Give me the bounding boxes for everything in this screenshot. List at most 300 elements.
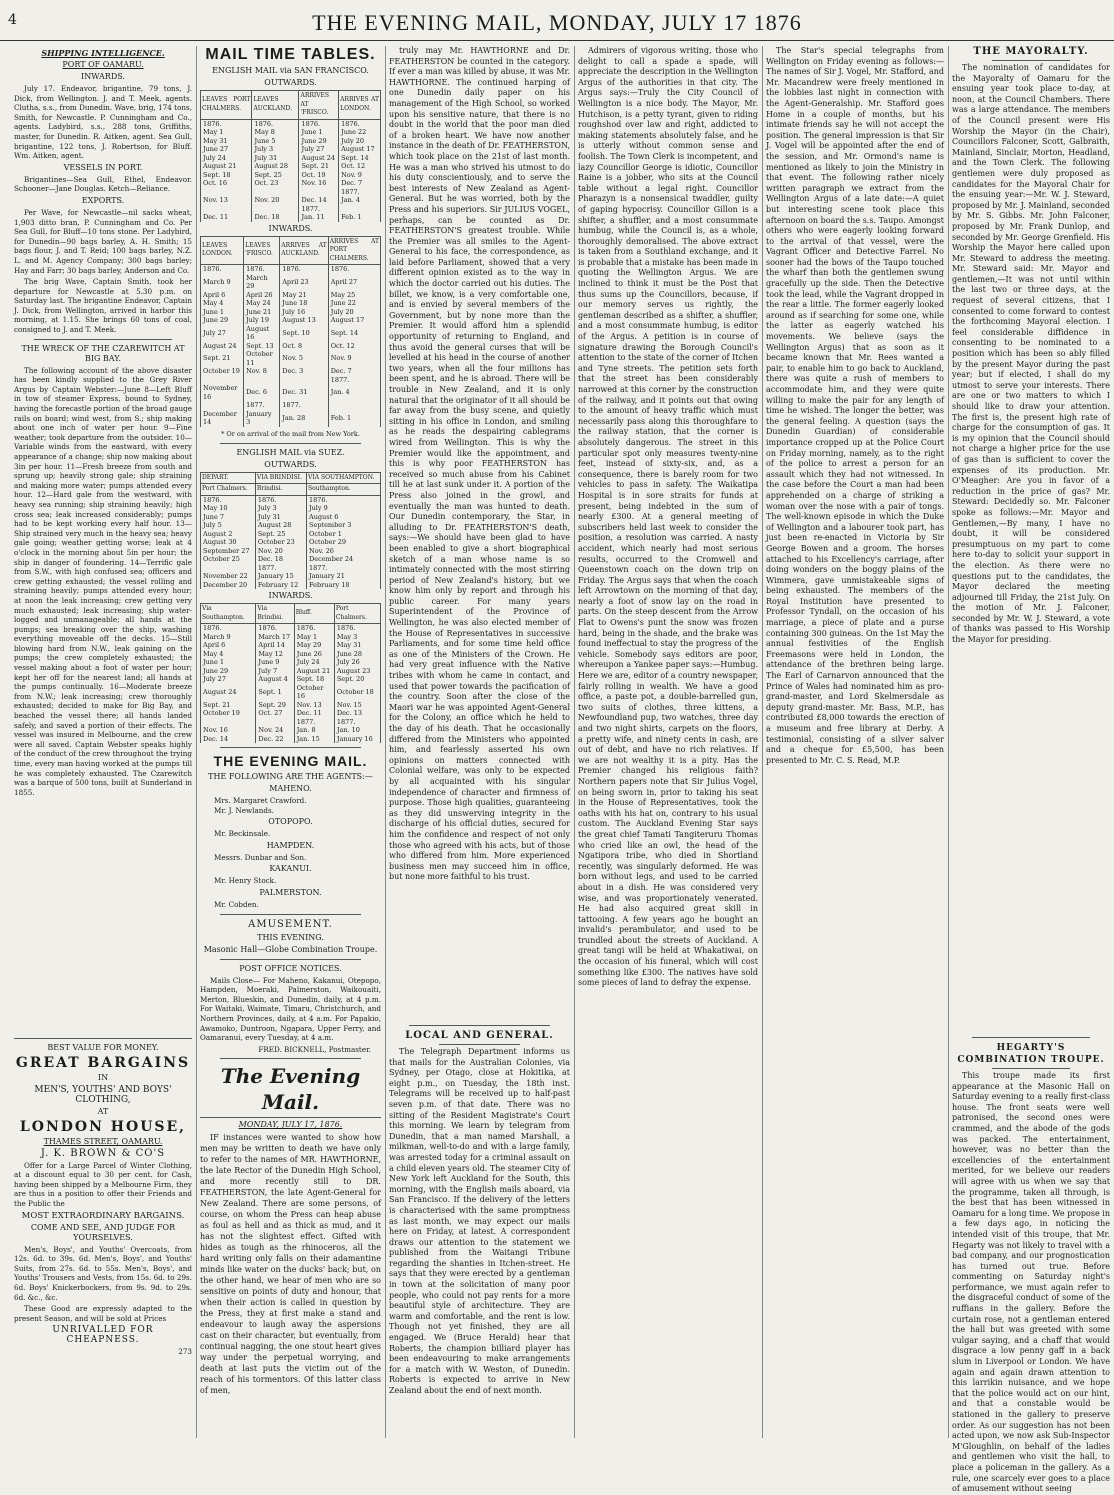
table-subheader: Bluff. [294,604,334,624]
table-row [201,530,381,539]
inwards-heading: INWARDS. [268,223,313,233]
table-cell: October 18 [334,684,380,701]
table-cell: 1876. [294,624,334,633]
table-cell: July 9 [307,504,381,513]
table-header: LEAVES LONDON. [201,236,244,265]
table-subheader: Brindisi. [255,484,306,496]
ad-clothing: MEN'S, YOUTHS' AND BOYS' CLOTHING, [34,1084,172,1105]
evening-mail-heading: THE EVENING MAIL. [213,753,368,769]
table-cell: May 1 [294,633,334,642]
table-cell: Oct. 12 [339,162,381,171]
editorial-text: IF instances were wanted to show how men may be written to death we have only to refer to the names of MR. HAWTHORNE, the late Rector of the Dunedin High School, and more recently still to DR. FEATHERSTON, the late Agent-General for New Zealand. There are some persons, of course, on whom the Press can heap abuse as foul as hell and as thick as mud, and it has not the slightest effect. Gifted with hides as tough as the rhinoceros, all the hard writing only falls on their adamantine minds like water on the ducks' back; but, on the other hand, we hear of men who are so sensitive on points of duty and honour, that when their action is called in question by the Press, they at first make a stand and endeavour to laugh away the aspersions cast on their character, but eventually, from continual nagging, the one stout heart gives way under the perpetual worrying, and death at last puts the victim out of the reach of his tormentors. Of this latter class of men, [200,1133,381,1396]
table-cell: Dec. 3 [280,367,328,376]
sf-inwards-table [200,236,381,427]
table-row [201,581,381,590]
table-cell: April 26 [244,291,280,300]
divider [992,1068,1070,1069]
column-3 [389,46,570,1438]
table-cell: 1877. [307,564,381,573]
table-cell: August 17 [328,316,380,325]
table-cell: Sept. 21 [201,701,256,710]
table-row [201,633,381,642]
table-cell: April 6 [201,641,256,650]
table-cell: Oct. 19 [299,171,339,180]
table-cell: July 19 [244,316,280,325]
table-row [201,718,381,727]
wreck-text: The following account of the above disaster has been kindly supplied to the Grey River Argus by Captain Webster:—June 8—Left Bluff in tow of steamer Express, bound to Sydney, having the forecastle portion of the broad gauge rails on board; wind west, from S.; ship making about one inch of water per hour. 9—Fine weather; took departure from the outsider. 10—Variable winds from the eastward, with every appearance of a change; ship now making about 3in per hour. 11—Fresh breeze from south and sprung up; heavily strong gale; ship straining and making more water; pumps attended every hour. 12—Hard gale from the westward, with heavy sea running; ship straining heavily; high cross sea; leak increased considerably; pumps had to be kept working every half hour. 13—Ship strained very much in the heavy sea; heavy gale going; weather getting worse; leak at 4 o'clock in the morning about 5in per hour; the ship in danger of foundering. 14—Terrific gale from S.W., with high confused sea; officers and crew getting exhausted; the vessel rolling and straining heavily; pumps attended every hour; at noon the leak increasing; crew getting very much exhausted; leak increasing; ship water-logged and unmanageable; all hands at the pumps; sea breaking over the ship, washing everything moveable off the decks. 15—Still blowing hard from N.W., leak gaining on the pumps; the crew completely exhausted; the vessel making about a foot of water per hour; kept her off for the nearest land; all hands at the pumps continually. 16—Moderate breeze from N.W.; leak increasing; crew thoroughly exhausted; decided to make for Big Bay, and beached the vessel there; all hands landed safely, and saved a portion of their effects. The vessel was insured in Melbourne, and the crew were all saved. Captain Webster speaks highly of the conduct of the crew throughout the trying time, every man having worked at the pumps till he was completely exhausted. The Czarewitch was a barque of 500 tons, built at Sunderland in 1855. [14,365,192,797]
table-cell: June 1 [201,658,256,667]
table-cell [252,188,299,197]
column-divider [948,46,949,1438]
column-divider [574,46,575,1438]
table-header: LEAVES 'FRISCO. [244,236,280,265]
table-cell: May 25 [328,291,380,300]
table-header: LEAVES PORT CHALMERS. [201,91,252,120]
table-cell: 1876. [299,119,339,128]
table-cell: Dec. 7 [339,179,381,188]
ad-great-bargains: GREAT BARGAINS [15,1054,191,1071]
table-cell: November 16 [201,384,244,401]
column-divider [196,46,197,1438]
table-cell: June 29 [299,137,339,146]
table-row [201,196,381,205]
table-cell: Sept. 21 [299,162,339,171]
table-cell: January 16 [334,735,380,744]
table-cell: May 31 [201,137,252,146]
table-cell: July 16 [280,308,328,317]
table-row [201,701,381,710]
table-cell: Nov. 9 [328,350,380,367]
table-cell: Jan. 11 [299,213,339,222]
masthead [0,6,1114,40]
table-cell [201,376,244,385]
table-cell: May 12 [256,650,294,659]
sf-outwards-table [200,90,381,222]
table-cell: July 7 [256,667,294,676]
masonic-hall: Masonic Hall—Globe Combination Troupe. [203,944,378,954]
mayoralty-text: The nomination of candidates for the Mayoralty of Oamaru for the ensuing year took place to-day, at noon, at the Council Chambers. There was a large attendance. The members of the Council present were His Worship the Mayor (in the Chair), Councillors Falconer, Scott, Galbraith, Mainland, Sinclair, Morton, Headland, and the Town Clerk. The following gentlemen were duly proposed as candidates for the Mayoral Chair for the ensuing year:—Mr. W. J. Steward, proposed by Mr. J. Mainland, seconded by Mr. S. Gibbs. Mr. John Falconer, proposed by Mr. Frank Dunlop, and seconded by Mr. George Grenfield. His Worship the Mayor here called upon Mr. Steward to address the meeting. Mr. Steward said: Mr. Mayor and gentlemen,—It was not until within the last two or three days, at the request of several citizens, that I consented to come forward to contest the forthcoming Mayoral election. I feel considerable diffidence in consenting to be nominated to a position which has been so ably filled by the present Mayor during the past year; but if elected, I shall do my utmost to serve your interests. There are one or two matters to which I should like to draw your attention. The first is, the present high rate of charge for the consumption of gas. It is my opinion that the Council should not charge a higher price for the use of gas than is sufficient to cover the expenses of its production. Mr. O'Meagher: Are you in favor of a reduction in the price of gas? Mr. Steward: Decidedly so. Mr. Falconer spoke as follows:—Mr. Mayor and Gentlemen,—By many, I have no doubt, it will be considered presumptuous on my part to come here to-day to solicit your support in the election. As there were no questions put to the candidates, the Mayor declared the meeting adjourned till Friday, the 21st July. On the motion of Mr. J. Falconer, seconded by Mr. W. J. Steward, a vote of thanks was passed to His Worship the Mayor for presiding. [952,63,1110,645]
ad-in: IN [97,1072,109,1082]
table-cell: May 4 [201,299,244,308]
table-cell: June 1 [201,308,244,317]
table-cell: October 23 [255,538,306,547]
table-row [201,154,381,163]
table-header: ARRIVES AT 'FRISCO. [299,91,339,120]
shipping-notes: The brig Wave, Captain Smith, took her departure for Newcastle at 5.30 p.m. on Saturday last. The brigantine Endeavor, Captain J. Dick, from Wellington, arrived in harbor this morning, at 1.15. She brings 60 tons of coal, consigned to J. and T. Meek. [14,277,192,335]
table-cell: June 26 [294,650,334,659]
table-cell: Dec. 14 [299,196,339,205]
table-cell: Nov. 13 [294,701,334,710]
table-row [201,325,381,342]
table-cell: Nov. 15 [334,701,380,710]
table-cell: 1876. [307,495,381,504]
table-row [201,384,381,401]
table-row [201,658,381,667]
table-row [201,274,381,291]
table-row [201,667,381,676]
local-general-text: The Telegraph Department informs us that mails for the Australian Colonies, via Sydney, per Otago, close at Hokitika, at eight p.m., on Tuesday, the 18th inst. Telegrams will be received up to half-past seven p.m. of that date. There was no sitting of the Resident Magistrate's Court this morning. We learn by telegram from Dunedin, that a man named Marshall, a milkman, well-to-do and with a large family, was arrested today for a criminal assault on a child eleven years old. The steamer City of New York left Auckland for the South, this morning, with the English mails aboard, via San Francisco. If the delivery of the letters is characterised with the same promptness as last month, we may expect our mails here on Friday, at latest. A correspondent draws our attention to the statement we published from the Waitangi Tribune regarding the shanties in Itchen-street. He says that they were erected by a gentleman in town at the solicitation of many poor people, who could not pay rents for a more beautiful style of architecture. They are warm and comfortable, and the rent is low. Though not yet finished, they are all engaged. We (Bruce Herald) hear that Roberts, the champion billiard player has been endeavouring to make arrangements for a match with W. Weston, of Dunedin. Roberts is expected to arrive in New Zealand about the end of next month. [389,1047,570,1395]
sf-heading: ENGLISH MAIL via SAN FRANCISCO. [212,66,369,75]
port-heading: PORT OF OAMARU. [62,60,144,69]
table-cell: December 24 [307,555,381,564]
table-cell: Nov. 5 [280,350,328,367]
ad-come: COME AND SEE, AND JUDGE FOR YOURSELVES. [30,1222,176,1242]
table-cell: January 21 [307,572,381,581]
ad-text: Offer for a Large Parcel of Winter Clothing, at a discount equal to 30 per cent. for Cash, having been shipped by a Melbourne Firm, they are thus in a position to offer their Friends and the Public the [14,1160,192,1209]
agent-name: Mr. Beckinsale. [214,829,271,839]
table-row [201,128,381,137]
post-office-heading: POST OFFICE NOTICES. [239,963,342,973]
table-cell: August 21 [201,162,252,171]
table-cell: June 22 [339,128,381,137]
table-row [201,367,381,376]
agent-name: Mrs. Margaret Crawford. [214,796,307,805]
table-cell: July 20 [339,137,381,146]
divider [220,443,361,444]
table-cell: Nov. 16 [201,726,256,735]
table-cell: June 9 [256,658,294,667]
agent-town: HAMPDEN. [266,840,315,850]
table-row [201,171,381,180]
table-cell: 1877. [334,718,380,727]
page-number: 4 [8,12,17,28]
ad-brown: J. K. BROWN & CO'S [40,1147,166,1159]
suez-inwards-table [200,603,381,743]
table-cell: August 24 [201,684,256,701]
table-cell: October 1 [307,530,381,539]
table-cell: April 27 [328,274,380,291]
table-row [201,119,381,128]
table-cell: September 27 [201,547,256,556]
mail-time-tables-heading: MAIL TIME TABLES. [205,46,376,63]
table-cell: June 28 [334,650,380,659]
ad-most: MOST EXTRAORDINARY BARGAINS. [21,1210,185,1221]
table-cell: Nov. 26 [307,547,381,556]
column-divider [385,46,386,1438]
table-header: ARRIVES AT LONDON. [339,91,381,120]
table-cell: Sept. 25 [252,171,299,180]
table-cell: July 26 [334,658,380,667]
table-cell: Oct. 23 [252,179,299,188]
agent-name: Mr. J. Newlands. [214,805,274,815]
table-cell: April 14 [256,641,294,650]
table-cell: Sept. 29 [256,701,294,710]
table-row [201,299,381,308]
suez-outwards-heading: OUTWARDS. [264,459,317,469]
editorial-continued: truly may Mr. HAWTHORNE and Dr. FEATHERSTON be counted in the category. If ever a man was killed by abuse, it was Mr. HAWTHORNE. The continued harping of one Dunedin daily paper on his management of the High School, so worked upon his sensitive nature, that there is no doubt in the world that the poor man died of a broken heart. We have now another instance in the death of Dr. FEATHERSTON, which took place on the 21st of last month. He was a man who strived his utmost to do his duty conscientiously, and to serve the best interests of New Zealand as Agent-General. But he was worried, both by the Press and his superiors. Sir JULIUS VOGEL, perhaps, can be counted as Dr. FEATHERSTON'S greatest trouble. While the Premier was all smiles to the Agent-General to his face, the correspondence, as laid before Parliament, showed that a very different opinion existed as to the way in which the doctor carried out his duties. The billet, we know, is a very comfortable one, and is envied by several members of the Government, but by none more than the Premier. It would afford him a splendid opportunity of returning to England, and thus avoid the general curses that will be levelled at his head in the course of another two years, when all the four millions has been spent, and he is abroad. There will be trouble in New Zealand, and it is only natural that the originator of it all should be far away from the busy scene, and quietly sitting in his office in London, and smiling as he reads the despairing cablegrams wired from Wellington. This is why the Premier would like the appointment, and this is why poor FEATHERSTON has received so much abuse from his Cabinet till he at last sunk under it. A portion of the Press also joined in the growl, and eventually the man was hunted to death. Our Dunedin contemporary, the Star, in alluding to Dr. FEATHERSTON'S death, says:—We should have been glad to have been enabled to give a short biographical sketch of a man whose name is so intimately connected with the most stirring period of New Zealand's history, but we know him only by report and through his public career. For many years Superintendent of the Province of Wellington, he was also elected member of the House of Representatives in successive Parliaments, and for some time held office as one of the Ministers of the Crown. He had very great influence with the Native tribes with whom he came in contact, and used that power towards the pacification of the country. Soon after the close of the Maori war he was appointed Agent-General for the Colony, an office which he held to the day of his death. That he occasionally differed from the Ministers who appointed him, and fearlessly asserted his own opinions on matters connected with Colonial welfare, was only to be expected by all acquainted with his singular independence of character and firmness of purpose. Those high qualities, guaranteeing as they did unswerving integrity in the discharge of his official duties, secured for him the confidence and respect of not only those who agreed with his acts, but of those who differed from him. More experienced business men may succeed him in office, but none more faithful to his trust. [389,46,570,882]
table-cell: July 24 [201,154,252,163]
table-row [201,162,381,171]
table-row [201,624,381,633]
table-row [201,342,381,351]
table-cell: 1877. [244,401,280,410]
vessels-heading: VESSELS IN PORT. [63,162,143,172]
table-row [201,145,381,154]
table-cell [328,401,380,410]
postmaster: FRED. BICKNELL, Postmaster. [258,1044,371,1054]
table-cell: December 14 [201,410,244,427]
table-cell: June 22 [328,299,380,308]
table-cell: December 20 [201,581,256,590]
table-cell: October 19 [201,709,256,718]
exports-heading: EXPORTS. [81,195,125,205]
table-cell: Jan. 8 [294,726,334,735]
ad-code: 273 [178,1347,192,1357]
table-cell: August 13 [280,316,328,325]
table-header: VIA SOUTHAMPTON. [307,472,381,484]
agent-name: Messrs. Dunbar and Son. [214,852,307,862]
table-cell [244,376,280,385]
agent-town: OTOPOPO. [268,817,313,827]
table-header: ARRIVES AT AUCKLAND. [280,236,328,265]
table-cell: October 19 [201,367,244,376]
table-cell: May 31 [334,641,380,650]
table-cell: Nov. 20 [255,547,306,556]
table-row [201,572,381,581]
table-row [201,137,381,146]
table-cell: Dec. 31 [280,384,328,401]
table-cell [201,188,252,197]
divider [439,1044,520,1045]
ad-at: AT [97,1106,109,1116]
table-cell: July 20 [328,308,380,317]
divider [992,60,1070,61]
table-cell: October 25 [201,555,256,564]
table-row [201,726,381,735]
ad-list: Men's, Boys', and Youths' Overcoats, from 12s. 6d. to 39s. 6d. Men's, Boys', and Youths' Suits, from 27s. 6d. to 55s. Men's, Boys', and Youths' Trousers and Vests, from 15s. 6d. to 29s. 6d. Boys' Knickerbockers, from 9s. 9d. to 29s. 6d. &c., &c. [14,1244,192,1302]
shipping-heading: SHIPPING INTELLIGENCE. [41,48,165,58]
exports-text: Per Wave, for Newcastle—nil sacks wheat, 1,903 ditto bran, P. Cunningham and Co. Per Sea Gull, for Bluff—10 tons stone. Per Ladybird, for Dunedin—90 bags barley, A. H. Smith; 15 bags flour, J. and T. Reid; 100 bags barley, N.Z. L. and M. Agency Company; 300 bags barley; Hay and Farr; 30 bags barley, Anderson and Co. [14,207,192,275]
table-cell: July 3 [252,145,299,154]
table-cell: June 7 [201,513,256,522]
table-row [201,376,381,385]
wreck-heading: THE WRECK OF THE CZAREWITCH AT BIG BAY. [21,343,185,363]
hegarty-text: This troupe made its first appearance at the Masonic Hall on Saturday evening to a really first-class house. The front seats were well patronised, the second ones were crammed, and the abode of the gods was packed. The entertainment, however, was no better than the excellencies of the entertainment merited, for we believe our readers will agree with us when we say that the programme, taken all through, is the best that has been witnessed in Oamaru for a long time. We propose in a few days ago, in noticing the intended visit of this troupe, that Mr. Hegarty was not likely to travel with a bad company, and our prognostication has turned out true. Before commenting on Saturday night's performance, we must again refer to the disgraceful conduct of some of the ruffians in the gallery. Before the curtain rose, not a gentleman entered the hall but was greeted with some vulgar saying, and a chaff that would disgrace a low penny gaff in a back slum in Liverpool or London. We have again and again drawn attention to this larrikin nuisance, and we hope that the police would act on our hint, and that a constable would be stationed in the gallery to preserve order. As our suggestion has not been acted upon, we now ask Sub-Inspector M'Gloughlin, on behalf of the ladies and gentlemen who visit the hall, to place a policeman in the gallery. As a rule, one scarcely ever goes to a place of amusement without seeing [952,1071,1110,1494]
divider [220,747,361,748]
suez-heading: ENGLISH MAIL via SUEZ. [236,447,345,457]
table-cell: August 28 [255,521,306,530]
agent-name: Mr. Henry Stock. [214,876,277,886]
local-notes-text: Admirers of vigorous writing, those who delight to call a spade a spade, will appreciate the description in the Wellington Argus of the authorities in that city. The Argus says:—Truly the City Council of Wellington is a nice body. The Mayor, Mr. Hutchison, is a petty tyrant, given to riding roughshod over law and right, addicted to making statements absolutely false, and he is utterly without common sense and foolish. The Town Clerk is incompetent, and lazy Councillor George is idiotic, Councillor Raine is a jobber, who sits at the Council table without a legal right. Councillor Pharazyn is a nonsensical twaddler, guilty of gaping hypocrisy. Councillor Gillon is a shifter, a shuffler, and a most consummate humbug, while the Council is, as a whole, thoroughly demoralised. The above extract is taken from a Southland exchange, and it is probable that a mistake has been made in quoting the Wellington Argus. We are inclined to think it must be the Post that thus sums up the Councillors, because, if our memory serves us rightly, the gentleman described as a shifter, a shuffler, and a most consummate humbug, is editor of the Argus. A petition is in course of signature drawing the Borough Council's attention to the state of the corner of Itchen and Tyne streets. The petition sets forth that the street has been considerably narrowed at this corner by the construction of the railway, and it points out that owing to the amount of heavy traffic which must necessarily pass along this thoroughfare to the railway station, that the corner is absolutely dangerous. The street in this particular spot only measures twenty-nine feet, instead of sixty-six, and, as a consequence, there is barely room for two vehicles to pass in safety. The Waikatipa Hospital is in sore straits for funds at present, being indebted in the sum of nearly £300. At a general meeting of subscribers held last week to consider the position, a resolution was carried. A nasty accident, which nearly had most serious results, occurred to the Cromwell and Queenstown coach on the down trip on Friday. The Argus says that when the coach left Arrowtown on the morning of that day, nearly a foot of snow lay on the road in parts. On the steep descent from the Arrow Flat to Owens's punt the snow was frozen hard, being in the shade, and the brake was found ineffectual to stay the progress of the vehicle. Somebody says editors are poor, whereupon a Yankee paper says:—Humbug. Here we are, editor of a country newspaper, fairly rolling in wealth. We have a good office, a paste pot, a double-barrelled gun, two suits of clothes, three kittens, a Newfoundland pup, two watches, three day and two night shirts, carpets on the floors, a pretty wife, and ninety cents in cash, are out of debt, and have no rich relatives. If we are not wealthy it is a pity. Has the Premier changed his religious faith? Northern papers note that Sir Julius Vogel, on being sworn in, prior to taking his seat in the House of Representatives, took the oaths with his hat on, contrary to his usual custom. The Auckland Evening Star says the great chief Tamati Tangiteruru Thomas who cried like an owl, the head of the Ngatipora tribe, who died in Shortland recently, was singularly deformed. He was born without legs, and used to be carried about in a dish. He was considered very wise, and was proportionately venerated. He had also acquired great skill in tattooing. A few years ago he bought an invalid's perambulator, and used to be trundled about the streets of Auckland. A great tangi will be held at Whakatiwai, on the occasion of his funeral, which will cost something like £300. The natives have sold some pieces of land to defray the expense. [578,46,758,988]
table-cell: 1876. [252,119,299,128]
table-cell: July 24 [294,658,334,667]
table-cell: January 15 [255,572,306,581]
table-row [201,547,381,556]
table-cell: May 21 [280,291,328,300]
table-cell: Oct. 12 [328,342,380,351]
gothic-title: The Evening Mail. [220,1064,361,1115]
table-cell: 1876. [201,624,256,633]
column-1 [14,46,192,1438]
ad-thames-street: THAMES STREET, OAMARU. [43,1136,163,1146]
table-cell: June 27 [201,145,252,154]
table-cell: Oct. 16 [201,179,252,188]
table-cell: Sept. 25 [255,530,306,539]
table-cell [201,718,256,727]
table-cell: Dec. 14 [201,735,256,744]
table-cell: May 3 [334,633,380,642]
table-cell: August 30 [201,538,256,547]
table-cell: July 31 [255,513,306,522]
table-cell: Sept. 1 [256,684,294,701]
table-cell: Feb. 1 [339,213,381,222]
table-row [201,213,381,222]
table-cell: March 17 [256,633,294,642]
table-cell: Nov. 9 [339,171,381,180]
table-cell: Sept. 21 [201,350,244,367]
agents-heading: THE FOLLOWING ARE THE AGENTS:— [208,772,373,781]
table-row [201,641,381,650]
ad-london-house: LONDON HOUSE, [19,1118,187,1135]
table-cell: June 29 [201,667,256,676]
agents-list [200,784,381,910]
table-cell: April 23 [280,274,328,291]
table-cell: Sept. 13 [244,342,280,351]
table-cell: Jan. 28 [280,410,328,427]
table-row [201,401,381,410]
table-cell: June 21 [244,308,280,317]
table-cell: June 29 [201,316,244,325]
table-row [201,308,381,317]
agent-name: Mr. Cobden. [214,899,259,909]
suez-outwards-table [200,472,381,590]
table-cell: May 8 [252,128,299,137]
table-cell: Jan. 15 [294,735,334,744]
ad-unrivalled: UNRIVALLED FOR CHEAPNESS. [52,1325,154,1346]
table-cell: June 1 [299,128,339,137]
table-cell: 1877. [299,205,339,214]
inwards-heading: INWARDS. [81,72,125,81]
table-row [201,735,381,744]
table-cell: October 16 [294,684,334,701]
table-cell: July 27 [201,675,256,684]
table-cell: May 1 [201,128,252,137]
table-cell: 1877. [339,188,381,197]
divider [220,1058,361,1059]
table-cell: July 31 [252,154,299,163]
table-row [201,564,381,573]
hegarty-heading: HEGARTY'S COMBINATION TROUPE. [957,1043,1105,1065]
table-cell: Sept. 20 [334,675,380,684]
table-cell: Nov. 20 [252,196,299,205]
table-cell: August 16 [244,325,280,342]
this-evening: THIS EVENING. [257,932,324,942]
best-value: BEST VALUE FOR MONEY. [47,1042,159,1052]
table-cell: March 29 [244,274,280,291]
table-cell: 1876. [280,265,328,274]
table-cell: Dec. 6 [244,384,280,401]
table-cell: February 18 [307,581,381,590]
table-row [201,291,381,300]
table-cell: June 5 [252,137,299,146]
table-cell: Nov. 13 [201,196,252,205]
table-cell: January 3 [244,410,280,427]
table-cell: Dec. 11 [294,709,334,718]
table-subheader: Port Chalmers. [334,604,380,624]
divider [14,1038,192,1039]
agent-town: KAKANUI. [269,864,312,874]
table-cell [339,205,381,214]
table-row [201,265,381,274]
table-header: DEPART. [201,472,256,484]
inwards-text: July 17. Endeavor, brigantine, 79 tons, J. Dick, from Wellington. J. and T. Meek, agents. Clutha, s.s., from Dunedin. Wave, brig, 174 tons, Smith, for Newcastle. P. Cunningham and Co., agents. Ladybird, s.s., 288 tons, Griffiths, master, for Dunedin. R. Aitken, agent. Sea Gull, brigantine, 122 tons, J. Robertson, for Bluff. Wm. Aitken, agent. [14,84,192,161]
table-cell: Dec. 18 [255,555,306,564]
table-cell: May 24 [244,299,280,308]
table-cell [201,564,256,573]
table-cell: Sept. 14 [339,154,381,163]
agent-town: MAHENO. [269,784,312,793]
table-row [201,675,381,684]
table-cell: 1876. [255,495,306,504]
table-cell: July 27 [201,325,244,342]
table-row [201,555,381,564]
table-cell: August 2 [201,530,256,539]
table-cell: 1877. [280,401,328,410]
table-row [201,179,381,188]
table-cell: August 23 [334,667,380,676]
table-cell: Dec. 11 [201,213,252,222]
table-cell: June 18 [280,299,328,308]
table-cell: 1876. [201,119,252,128]
amusement-heading: AMUSEMENT. [248,918,333,930]
table-cell: 1876. [201,265,244,274]
table-cell: August 21 [294,667,334,676]
table-cell [201,205,252,214]
table-cell: Nov. 16 [299,179,339,188]
divider [200,1117,381,1118]
divider [34,339,172,340]
table-cell: Dec. 22 [256,735,294,744]
agent-town: PALMERSTON. [259,887,322,897]
table-subheader: Southampton. [307,484,381,496]
table-cell: Dec. 7 [328,367,380,376]
table-cell: 1877. [255,564,306,573]
dateline: MONDAY, JULY 17, 1876. [238,1120,343,1130]
table-cell: Oct. 27 [256,709,294,718]
table-row [201,316,381,325]
column-6 [952,46,1110,1494]
table-header: LEAVES AUCKLAND. [252,91,299,120]
table-cell: May 4 [201,650,256,659]
column-2 [200,46,381,1438]
table-cell: Sept. 18 [294,675,334,684]
table-cell: May 10 [201,504,256,513]
table-cell: Dec. 18 [252,213,299,222]
table-cell: 1876. [244,265,280,274]
table-cell: February 12 [255,581,306,590]
table-row [201,504,381,513]
masthead-rule [0,40,1114,41]
table-row [201,684,381,701]
table-cell: March 9 [201,274,244,291]
table-cell: Jan. 4 [339,196,381,205]
table-cell: Nov. 24 [256,726,294,735]
ad-closing: These Good are expressly adapted to the present Season, and will be sold at Prices [14,1304,192,1323]
table-cell: October 11 [244,350,280,367]
table-cell: 1877. [294,718,334,727]
table-cell [280,376,328,385]
table-header: ARRIVES AT PORT CHALMERS. [328,236,380,265]
table-subheader: Port Chalmers. [201,484,256,496]
table-cell [256,718,294,727]
table-subheader: Via Southampton. [201,604,256,624]
table-row [201,495,381,504]
divider [220,959,361,960]
table-cell: 1876. [256,624,294,633]
table-row [201,205,381,214]
table-cell: Dec. 13 [334,709,380,718]
post-office-text: Mails Close— For Maheno, Kakanui, Otepopo, Hampden, Moeraki, Palmerston, Waikouaiti, Merton, Blueskin, and Dunedin, daily, at 4 p.m. For Waitaki, Waimate, Timaru, Christchurch, and Northern Provinces, daily, at 4 a.m. For Papakio, Awamoko, Duntroon, Ngapara, Upper Ferry, and Oamaranui, every Tuesday, at 4 a.m. [200,975,381,1043]
